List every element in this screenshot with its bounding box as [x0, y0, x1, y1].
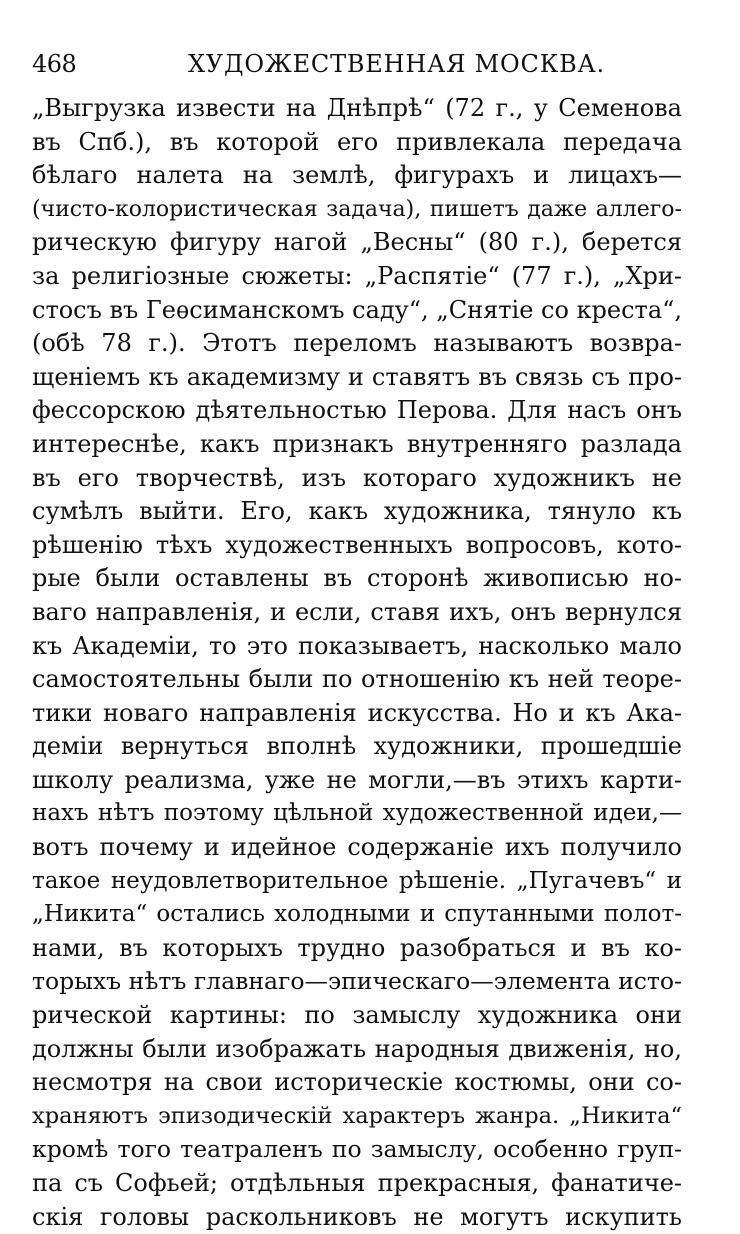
text-line: (чисто-колористическая задача), пишетъ даже аллего- [32, 196, 682, 222]
text-line: вотъ почему и идейное содержаніе ихъ получило [32, 833, 682, 862]
text-line: такое неудовлетворительное рѣшеніе. „Пугачевъ“ и [32, 867, 682, 894]
body-text [32, 92, 682, 1234]
text-line: кромѣ того театраленъ по замыслу, особенно груп- [32, 1135, 682, 1164]
text-line: ваго направленія, и если, ставя ихъ, онъ вернулся [32, 597, 682, 626]
text-line: нами, въ которыхъ трудно разобраться и въ ко- [32, 933, 682, 962]
text-line: „Никита“ остались холодными и спутанными полот- [32, 901, 682, 928]
text-line: па съ Софьей; отдѣльныя прекрасныя, фанатиче- [32, 1169, 682, 1197]
text-line: въ Спб.), въ которой его привлекала передача [32, 127, 682, 156]
text-line: „Выгрузка извести на Днѣпрѣ“ (72 г., у Семенова [32, 94, 682, 122]
text-line: несмотря на свои историческіе костюмы, они со- [32, 1068, 682, 1097]
text-line: фессорскою дѣятельностью Перова. Для насъ онъ [32, 396, 682, 425]
text-line: торыхъ нѣтъ главнаго—эпическаго—элемента исто- [32, 967, 682, 996]
text-line: сумѣлъ выйти. Его, какъ художника, тянуло къ [32, 497, 682, 526]
page-number: 468 [32, 50, 77, 78]
page-header [32, 50, 682, 86]
text-line: храняютъ эпизодическій характеръ жанра. „Никита“ [32, 1102, 682, 1129]
text-line: рической картины: по замыслу художника они [32, 1001, 682, 1030]
running-title: ХУДОЖЕСТВЕННАЯ МОСКВА. [188, 50, 605, 78]
text-line: стосъ въ Геѳсиманскомъ саду“, „Снятіе со креста“, [32, 295, 682, 324]
text-line: школу реализма, уже не могли,—въ этихъ карти- [32, 765, 682, 794]
text-line: самостоятельны были по отношенію къ ней теоре- [32, 665, 682, 694]
text-line: (обѣ 78 г.). Этотъ переломъ называютъ возвра- [32, 329, 682, 358]
text-line: въ его творчествѣ, изъ котораго художникъ не [32, 463, 682, 492]
text-line: деміи вернуться вполнѣ художники, прошедшіе [32, 732, 682, 761]
text-line: рые были оставлены въ сторонѣ живописью но- [32, 564, 682, 593]
text-line: нахъ нѣтъ поэтому цѣльной художественной идеи,— [32, 800, 682, 827]
text-line: интереснѣе, какъ признакъ внутренняго разлада [32, 429, 682, 458]
text-line: рѣшенію тѣхъ художественныхъ вопросовъ, кото- [32, 530, 682, 559]
text-line: тики новаго направленія искусства. Но и къ Ака- [32, 698, 682, 727]
text-line: рическую фигуру нагой „Весны“ (80 г.), берется [32, 228, 682, 257]
text-line: бѣлаго налета на землѣ, фигурахъ и лицахъ— [32, 161, 682, 190]
text-line: къ Академіи, то это показываетъ, насколько мало [32, 631, 682, 660]
text-line: за религіозные сюжеты: „Распятіе“ (77 г.), „Хри- [32, 261, 682, 290]
text-line: должны были изображать народныя движенія, но, [32, 1034, 682, 1063]
text-line: щеніемъ къ академизму и ставятъ въ связь съ про- [32, 362, 682, 391]
text-line: скія головы раскольниковъ не могутъ искупить [32, 1202, 682, 1231]
